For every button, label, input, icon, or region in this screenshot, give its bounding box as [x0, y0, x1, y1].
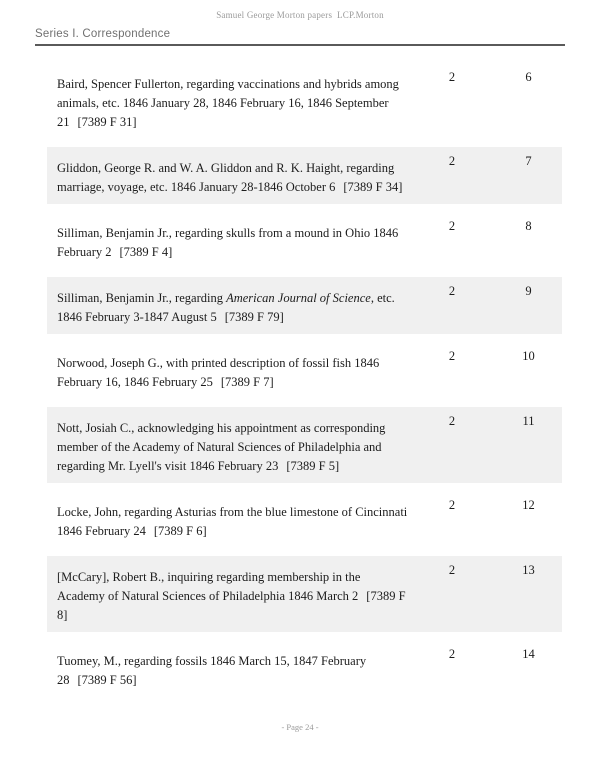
folder-number: 11	[522, 414, 535, 428]
entry-description	[57, 283, 409, 327]
entry-text: Gliddon, George R. and W. A. Gliddon and R. K. Haight, regarding marriage, voyage, etc. 1846 January 28-1846 October 6	[57, 161, 395, 194]
entry-text: , etc. 1846 February 3-1847 August 5	[57, 291, 395, 324]
box-number: 2	[448, 647, 456, 661]
entry-description	[57, 562, 409, 625]
box-number: 2	[448, 70, 456, 84]
box-number: 2	[448, 414, 456, 428]
folder-number: 14	[522, 647, 535, 661]
entry-reference: [7389 F 7]	[220, 375, 274, 389]
box-number: 2	[448, 563, 456, 577]
entry-reference: [7389 F 34]	[343, 180, 403, 194]
folder-number: 7	[525, 154, 532, 168]
entry-description	[57, 69, 409, 132]
box-number: 2	[448, 349, 456, 363]
entry-text: Baird, Spencer Fullerton, regarding vaccinations and hybrids among animals, etc. 1846 January 28, 1846 February 16, 1846 September 21	[57, 77, 399, 129]
entry-description	[57, 497, 409, 541]
entry-row	[47, 277, 562, 334]
entry-reference: [7389 F 56]	[77, 673, 137, 687]
entry-description	[57, 413, 409, 476]
entry-text: Silliman, Benjamin Jr., regarding	[57, 291, 227, 305]
page-number-label: - Page 24 -	[281, 722, 319, 732]
entry-text-italic: American Journal of Science	[226, 291, 371, 305]
header-divider	[35, 44, 565, 46]
entry-reference: [7389 F 6]	[153, 524, 207, 538]
entry-description	[57, 153, 409, 197]
entry-text: [McCary], Robert B., inquiring regarding membership in the Academy of Natural Sciences of Philadelphia 1846 March 2	[57, 570, 361, 603]
entry-reference: [7389 F 79]	[224, 310, 284, 324]
entry-row	[47, 640, 562, 697]
entries-list	[47, 63, 562, 697]
entry-description	[57, 348, 409, 392]
entry-text: Locke, John, regarding Asturias from the blue limestone of Cincinnati 1846 February 24	[57, 505, 408, 538]
entry-text: Silliman, Benjamin Jr., regarding skulls from a mound in Ohio 1846 February 2	[57, 226, 399, 259]
folder-number: 8	[525, 219, 532, 233]
entry-description	[57, 218, 409, 262]
folder-number: 9	[525, 284, 532, 298]
entry-text: Nott, Josiah C., acknowledging his appointment as corresponding member of the Academy of Natural Sciences of Philadelphia and regarding Mr. Lyell's visit 1846 February 23	[57, 421, 386, 473]
entry-reference: [7389 F 4]	[119, 245, 173, 259]
entry-row	[47, 63, 562, 139]
entry-text: Tuomey, M., regarding fossils 1846 March 15, 1847 February 28	[57, 654, 367, 687]
entry-row	[47, 491, 562, 548]
entry-reference: [7389 F 8]	[57, 589, 406, 622]
entry-description	[57, 646, 409, 690]
folder-number: 6	[525, 70, 532, 84]
entry-row	[47, 212, 562, 269]
entry-row	[47, 147, 562, 204]
entry-row	[47, 556, 562, 632]
entry-text: Norwood, Joseph G., with printed description of fossil fish 1846 February 16, 1846 February 25	[57, 356, 380, 389]
box-number: 2	[448, 219, 456, 233]
folder-number: 13	[522, 563, 535, 577]
entry-reference: [7389 F 5]	[286, 459, 340, 473]
document-title: Samuel George Morton papers LCP.Morton	[216, 10, 384, 20]
entry-reference: [7389 F 31]	[77, 115, 137, 129]
entry-row	[47, 342, 562, 399]
folder-number: 10	[522, 349, 535, 363]
entry-row	[47, 407, 562, 483]
box-number: 2	[448, 498, 456, 512]
folder-number: 12	[522, 498, 535, 512]
box-number: 2	[448, 284, 456, 298]
box-number: 2	[448, 154, 456, 168]
series-title: Series I. Correspondence	[35, 28, 171, 40]
